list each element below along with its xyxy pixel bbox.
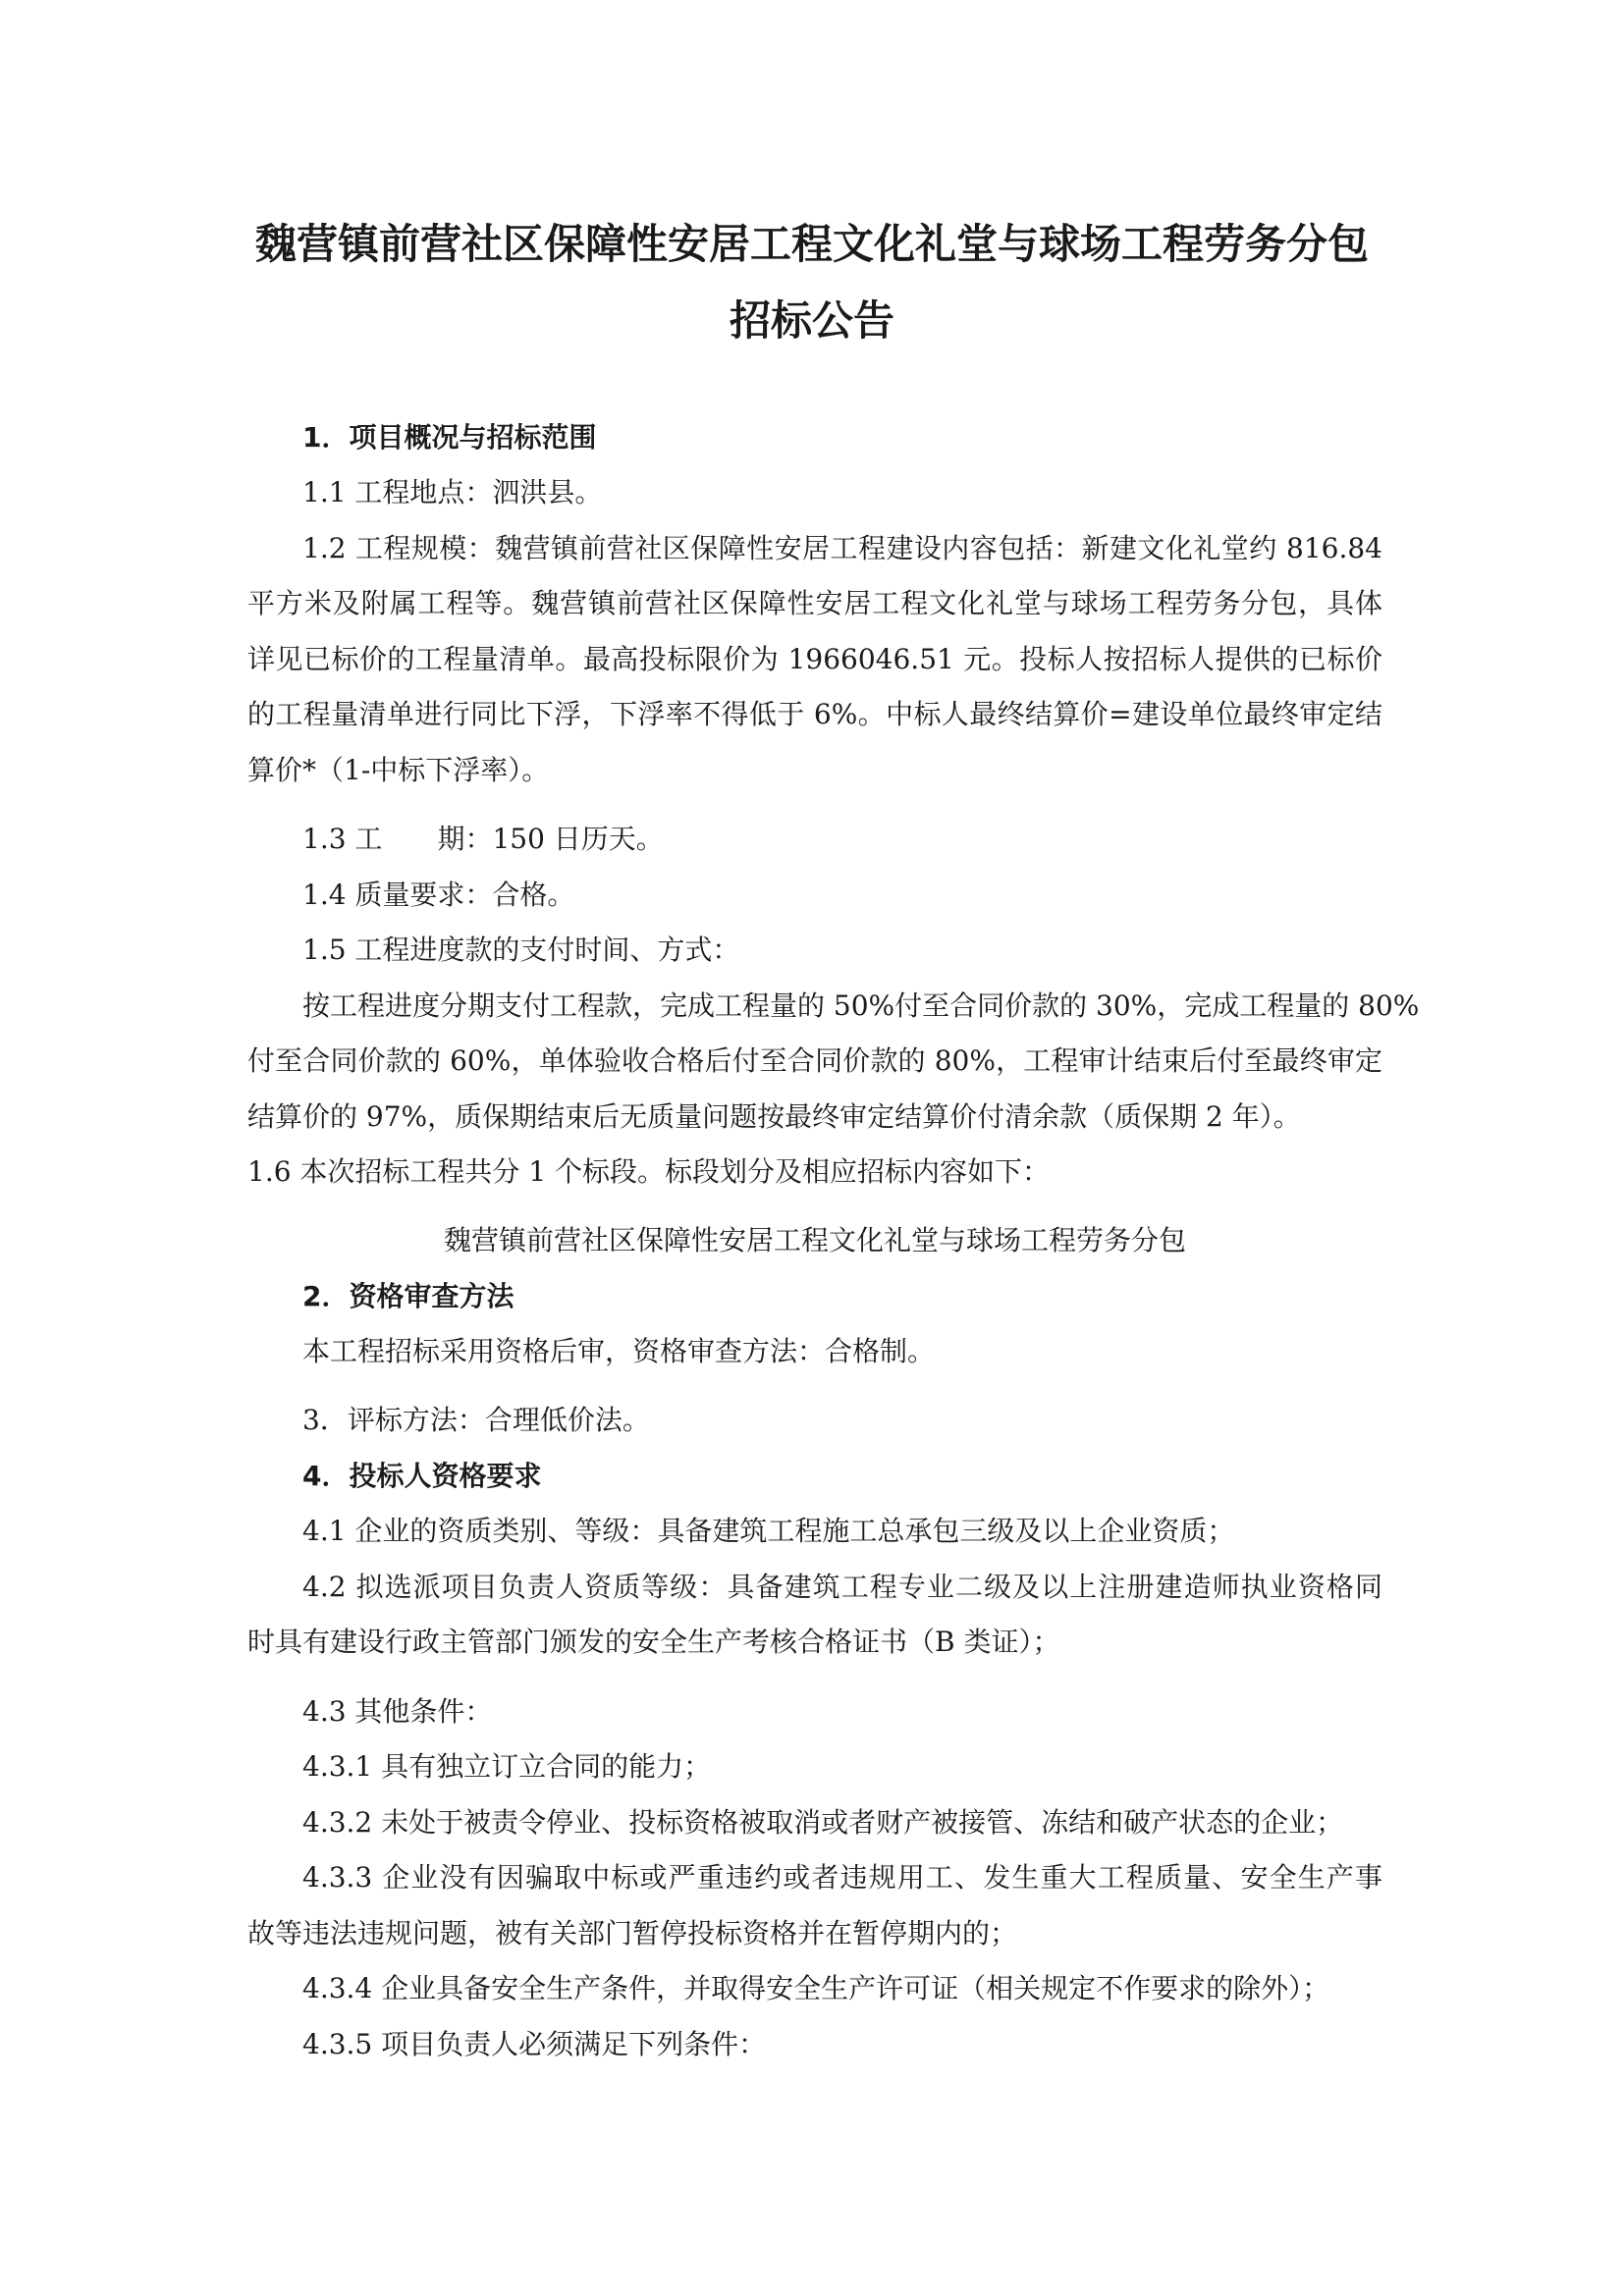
clause-1-2-line-4: 的工程量清单进行同比下浮，下浮率不得低于 6%。中标人最终结算价=建设单位最终审定结: [247, 698, 1382, 730]
clause-1-4: 1.4 质量要求：合格。: [302, 879, 575, 911]
lot-name: 魏营镇前营社区保障性安居工程文化礼堂与球场工程劳务分包: [443, 1224, 1186, 1256]
clause-4-3-4: 4.3.4 企业具备安全生产条件，并取得安全生产许可证（相关规定不作要求的除外）；: [302, 1972, 1330, 2004]
clause-1-2-line-1: 1.2 工程规模：魏营镇前营社区保障性安居工程建设内容包括：新建文化礼堂约 816.84: [302, 532, 1382, 564]
clause-4-3-2: 4.3.2 未处于被责令停业、投标资格被取消或者财产被接管、冻结和破产状态的企业；: [302, 1806, 1344, 1839]
clause-4-3-1: 4.3.1 具有独立订立合同的能力；: [302, 1750, 712, 1783]
clause-1-3-value: 期：150 日历天。: [437, 823, 664, 855]
section-1-heading: 1．项目概况与招标范围: [302, 421, 597, 454]
section-4-heading: 4．投标人资格要求: [302, 1460, 542, 1492]
clause-4-2-line-1: 4.2 拟选派项目负责人资质等级：具备建筑工程专业二级及以上注册建造师执业资格同: [302, 1571, 1382, 1603]
clause-1-3: [302, 823, 664, 855]
clause-1-1: 1.1 工程地点：泗洪县。: [302, 476, 603, 508]
clause-1-2-line-2: 平方米及附属工程等。魏营镇前营社区保障性安居工程文化礼堂与球场工程劳务分包，具体: [247, 587, 1382, 619]
section-2-heading: 2．资格审查方法: [302, 1280, 514, 1312]
payment-line-3: 结算价的 97%，质保期结束后无质量问题按最终审定结算价付清余款（质保期 2 年）。: [247, 1100, 1301, 1133]
clause-1-2-line-5: 算价*（1-中标下浮率）。: [247, 754, 550, 786]
clause-4-2-line-2: 时具有建设行政主管部门颁发的安全生产考核合格证书（B 类证）；: [247, 1626, 1060, 1658]
section-2-text: 本工程招标采用资格后审，资格审查方法：合格制。: [302, 1335, 936, 1367]
clause-1-5: 1.5 工程进度款的支付时间、方式：: [302, 934, 740, 966]
document-title-line-1: 魏营镇前营社区保障性安居工程文化礼堂与球场工程劳务分包: [254, 220, 1369, 268]
clause-1-3-label: 1.3 工: [302, 823, 383, 855]
document-title-line-2: 招标公告: [729, 296, 894, 345]
payment-line-1: 按工程进度分期支付工程款，完成工程量的 50%付至合同价款的 30%，完成工程量的 80%: [302, 989, 1420, 1022]
clause-4-1: 4.1 企业的资质类别、等级：具备建筑工程施工总承包三级及以上企业资质；: [302, 1515, 1235, 1547]
clause-1-6: 1.6 本次招标工程共分 1 个标段。标段划分及相应招标内容如下：: [247, 1155, 1051, 1188]
clause-1-2-line-3: 详见已标价的工程量清单。最高投标限价为 1966046.51 元。投标人按招标人提供的已标价: [247, 643, 1382, 675]
section-3-text: 3．评标方法：合理低价法。: [302, 1404, 650, 1436]
clause-4-3-3-line-2: 故等违法违规问题，被有关部门暂停投标资格并在暂停期内的；: [247, 1917, 1018, 1949]
clause-4-3-3-line-1: 4.3.3 企业没有因骗取中标或严重违约或者违规用工、发生重大工程质量、安全生产事: [302, 1861, 1382, 1894]
payment-line-2: 付至合同价款的 60%，单体验收合格后付至合同价款的 80%，工程审计结束后付至最终审定: [247, 1044, 1382, 1077]
clause-4-3: 4.3 其他条件：: [302, 1695, 493, 1728]
clause-4-3-5: 4.3.5 项目负责人必须满足下列条件：: [302, 2028, 767, 2060]
